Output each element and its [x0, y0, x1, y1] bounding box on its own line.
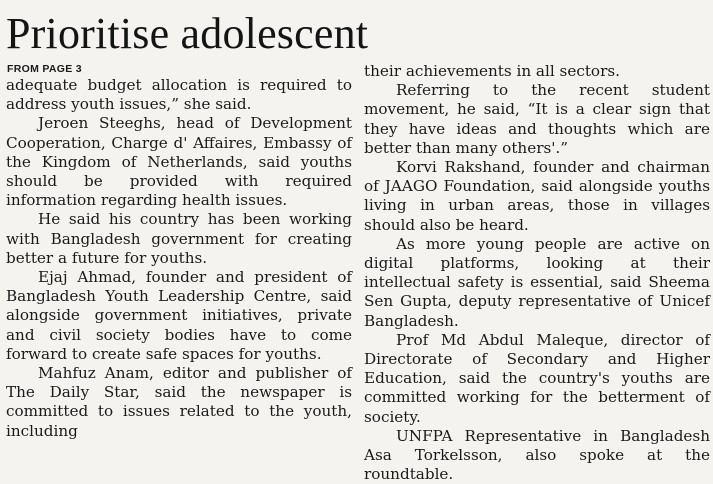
right-column — [364, 62, 710, 484]
left-column — [6, 76, 352, 441]
continuation-label: FROM PAGE 3 — [7, 63, 82, 75]
paragraph: Korvi Rakshand, founder and chairman of JAAGO Foundation, said alongside youths living in urban areas, those in villages should also be heard. — [364, 158, 710, 234]
headline: Prioritise adolescent — [6, 9, 369, 58]
paragraph: UNFPA Representative in Bangladesh Asa Torkelsson, also spoke at the roundtable. — [364, 426, 710, 484]
paragraph: He said his country has been working with Bangladesh government for creating better a future for youths. — [6, 210, 352, 267]
paragraph: Referring to the recent student movement, he said, “It is a clear sign that they have ideas and thoughts which are better than many others'.” — [364, 81, 710, 157]
paragraph: Ejaj Ahmad, founder and president of Bangladesh Youth Leadership Centre, said alongside government initiatives, private and civil society bodies have to come forward to create safe spaces for youths. — [6, 268, 352, 363]
paragraph: their achievements in all sectors. — [364, 62, 620, 80]
paragraph: adequate budget allocation is required to address youth issues,” she said. — [6, 76, 352, 114]
paragraph: As more young people are active on digital platforms, looking at their intellectual safety is essential, said Sheema Sen Gupta, deputy representative of Unicef Bangladesh. — [364, 234, 710, 330]
paragraph: Jeroen Steeghs, head of Development Cooperation, Charge d' Affaires, Embassy of the Kingdom of Netherlands, said youths should be provided with required information regarding health issues. — [6, 114, 352, 210]
paragraph: Mahfuz Anam, editor and publisher of The Daily Star, said the newspaper is committed to issues related to the youth, including — [6, 364, 352, 440]
paragraph: Prof Md Abdul Maleque, director of Directorate of Secondary and Higher Education, said the country's youths are committed working for the betterment of society. — [364, 330, 710, 426]
